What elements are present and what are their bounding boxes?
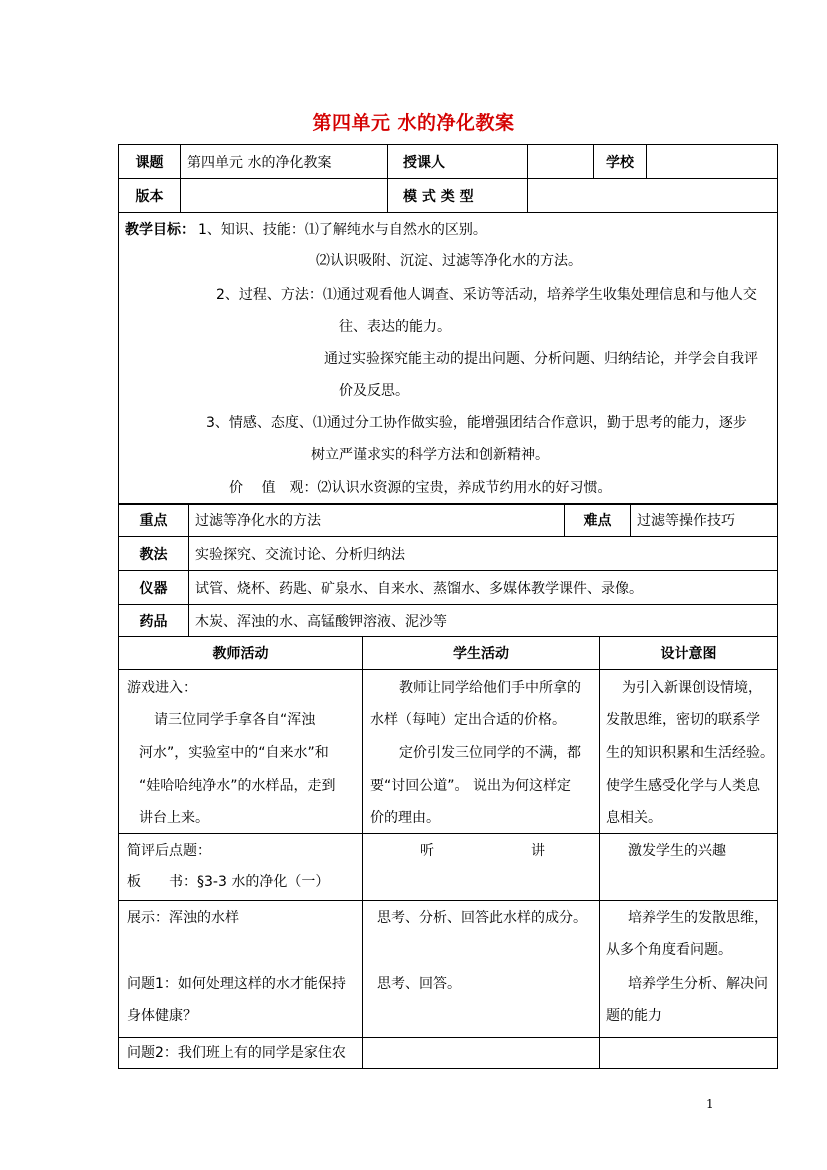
- difficulty-value: 过滤等操作技巧: [631, 504, 778, 537]
- teacher-line: 简评后点题：: [127, 843, 211, 859]
- intent-line: 题的能力: [606, 1008, 662, 1024]
- key-point-label: 重点: [119, 504, 189, 537]
- header-design-intent: 设计意图: [600, 637, 778, 670]
- objectives-label: 教学目标：: [125, 222, 195, 238]
- student-line: 讲: [531, 843, 545, 859]
- key-point-table: [118, 503, 778, 537]
- teacher-line: “娃哈哈纯净水”的水样品，走到: [139, 778, 336, 794]
- mode-label: 模 式 类 型: [388, 179, 528, 213]
- course-label: 课题: [119, 145, 181, 179]
- student-line: 要“讨回公道”。 说出为何这样定: [370, 778, 571, 794]
- table-row: [363, 1038, 600, 1069]
- table-row: [363, 901, 600, 1038]
- edition-value: [181, 179, 388, 213]
- reagents-value: 木炭、浑浊的水、高锰酸钾溶液、泥沙等: [189, 605, 778, 637]
- header-student-activity: 学生活动: [363, 637, 600, 670]
- table-row: [600, 1038, 778, 1069]
- table-row: [119, 834, 363, 901]
- table-row: [119, 670, 363, 834]
- intent-line: 培养学生分析、解决问: [628, 976, 768, 992]
- objective-line: ⑵认识吸附、沉淀、过滤等净化水的方法。: [316, 253, 582, 269]
- teacher-line: 请三位同学手拿各自“浑浊: [154, 712, 316, 728]
- teacher-line: 身体健康？: [127, 1008, 197, 1024]
- objectives-cell: [119, 213, 778, 505]
- teacher-line: 河水”，实验室中的“自来水”和: [139, 745, 329, 761]
- intent-line: 从多个角度看问题。: [606, 942, 732, 958]
- method-label: 教法: [119, 537, 189, 571]
- objective-line: 2、过程、方法：⑴通过观看他人调查、采访等活动，培养学生收集处理信息和与他人交: [216, 287, 757, 303]
- school-label: 学校: [594, 145, 647, 179]
- intent-line: 生的知识积累和生活经验。: [606, 745, 774, 761]
- table-row: [600, 901, 778, 1038]
- objective-line: 价及反思。: [339, 383, 409, 399]
- table-row: [600, 834, 778, 901]
- header-teacher-activity: 教师活动: [119, 637, 363, 670]
- activities-table: [118, 636, 778, 1069]
- method-value: 实验探究、交流讨论、分析归纳法: [189, 537, 778, 571]
- intent-line: 使学生感受化学与人类息: [606, 778, 760, 794]
- teacher-line: 问题1：如何处理这样的水才能保持: [127, 976, 346, 992]
- intent-line: 培养学生的发散思维，: [628, 910, 768, 926]
- table-row: [363, 834, 600, 901]
- objective-line: 树立严谨求实的科学方法和创新精神。: [311, 447, 549, 463]
- school-value: [647, 145, 778, 179]
- student-line: 思考、回答。: [377, 976, 461, 992]
- course-value: 第四单元 水的净化教案: [181, 145, 388, 179]
- mode-value: [528, 179, 778, 213]
- student-line: 价的理由。: [370, 810, 440, 826]
- objective-line: 通过实验探究能主动的提出问题、分析问题、归纳结论，并学会自我评: [324, 351, 758, 367]
- page-number: 1: [706, 1097, 714, 1111]
- reagents-label: 药品: [119, 605, 189, 637]
- objective-line: 3、情感、态度、⑴通过分工协作做实验，能增强团结合作意识，勤于思考的能力，逐步: [206, 415, 747, 431]
- page-title: 第四单元 水的净化教案: [312, 112, 515, 134]
- objectives-block: [119, 213, 777, 504]
- teacher-label: 授课人: [388, 145, 528, 179]
- table-row: [119, 901, 363, 1038]
- intent-line: 息相关。: [606, 810, 662, 826]
- teacher-line: 讲台上来。: [139, 810, 209, 826]
- difficulty-label: 难点: [565, 504, 631, 537]
- key-point-value: 过滤等净化水的方法: [189, 504, 565, 537]
- table-row: [363, 670, 600, 834]
- objective-line: 1、知识、技能：⑴了解纯水与自然水的区别。: [198, 222, 487, 238]
- student-line: 水样（每吨）定出合适的价格。: [370, 712, 566, 728]
- student-line: 思考、分析、回答此水样的成分。: [377, 910, 587, 926]
- method-table: [118, 536, 778, 637]
- intent-line: 为引入新课创设情境，: [622, 680, 762, 696]
- teacher-line: 展示：浑浊的水样: [127, 910, 239, 926]
- edition-label: 版本: [119, 179, 181, 213]
- student-line: 听: [420, 843, 434, 859]
- instruments-label: 仪器: [119, 571, 189, 605]
- table-row: [119, 1038, 363, 1069]
- teacher-value: [528, 145, 594, 179]
- instruments-value: 试管、烧杯、药匙、矿泉水、自来水、蒸馏水、多媒体教学课件、录像。: [189, 571, 778, 605]
- table-row: [600, 670, 778, 834]
- intent-line: 激发学生的兴趣: [628, 843, 726, 859]
- teacher-line: 游戏进入：: [127, 680, 197, 696]
- student-line: 教师让同学给他们手中所拿的: [399, 680, 581, 696]
- lesson-info-table: [118, 144, 778, 505]
- intent-line: 发散思维，密切的联系学: [606, 712, 760, 728]
- objective-line: 价 值 观：⑵认识水资源的宝贵，养成节约用水的好习惯。: [229, 480, 612, 496]
- student-line: 定价引发三位同学的不满，都: [399, 745, 581, 761]
- teacher-line: 板 书：§3-3 水的净化（一）: [127, 874, 330, 890]
- objective-line: 往、表达的能力。: [339, 319, 451, 335]
- teacher-line: 问题2：我们班上有的同学是家住农: [127, 1045, 346, 1061]
